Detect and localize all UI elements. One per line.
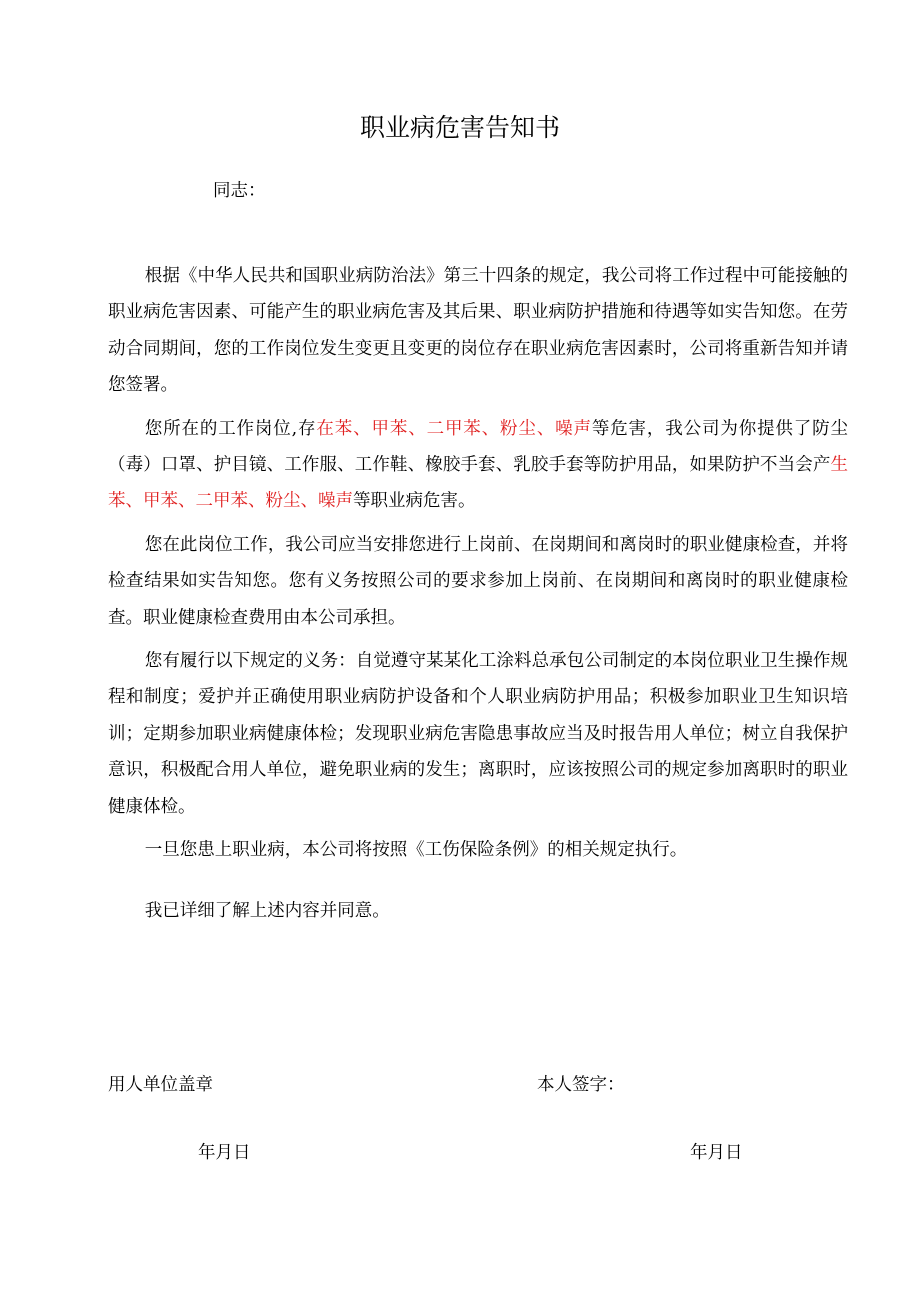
hazard-factors-highlight: 在苯、甲苯、二甲苯、粉尘、噪声 [316, 418, 592, 439]
employee-signature-label: 本人签字： [537, 1075, 625, 1095]
paragraph-obligations: 您有履行以下规定的义务：自觉遵守某某化工涂料总承包公司制定的本岗位职业卫生操作规程和制度；爱护并正确使用职业病防护设备和个人职业病防护用品；积极参加职业卫生知识培训；定期参加职业病健康体检；发现职业病危害隐患事故应当及时报告用人单位；树立自我保护意识，积极配合用人单位，避免职业病的发生；离职时，应该按照公司的规定参加离职时的职业健康体检。 [108, 651, 848, 817]
notice-body [108, 258, 848, 936]
employer-date: 年月日 [198, 1143, 251, 1163]
paragraph-injury-insurance: 一旦您患上职业病，本公司将按照《工伤保险条例》的相关规定执行。 [144, 840, 688, 861]
paragraph-hazards [108, 411, 848, 520]
hazard-effects-highlight: 生苯、甲苯、二甲苯、粉尘、噪声 [108, 455, 848, 512]
paragraph-legal-basis: 根据《中华人民共和国职业病防治法》第三十四条的规定，我公司将工作过程中可能接触的职业病危害因素、可能产生的职业病危害及其后果、职业病防护措施和待遇等如实告知您。在劳动合同期间，您的工作岗位发生变更且变更的岗位存在职业病危害因素时，公司将重新告知并请您签署。 [108, 266, 848, 396]
employer-seal-label: 用人单位盖章 [108, 1075, 213, 1095]
employee-date: 年月日 [690, 1143, 743, 1163]
hazard-intro-text: 您所在的工作岗位,存 [144, 418, 317, 439]
page-title: 职业病危害告知书 [359, 113, 560, 142]
greeting: 同志： [213, 181, 266, 201]
paragraph-health-check: 您在此岗位工作，我公司应当安排您进行上岗前、在岗期间和离岗时的职业健康检查，并将检查结果如实告知您。您有义务按照公司的要求参加上岗前、在岗期间和离岗时的职业健康检查。职业健康检查费用由本公司承担。 [108, 534, 848, 628]
protection-text: 等危害，我公司为你提供了防尘（毒）口罩、护目镜、工作服、工作鞋、橡胶手套、乳胶手套等防护用品，如果防护不当会产 [108, 418, 849, 476]
paragraph-agreement: 我已详细了解上述内容并同意。 [144, 900, 390, 921]
hazard-outro-text: 等职业病危害。 [353, 491, 476, 512]
